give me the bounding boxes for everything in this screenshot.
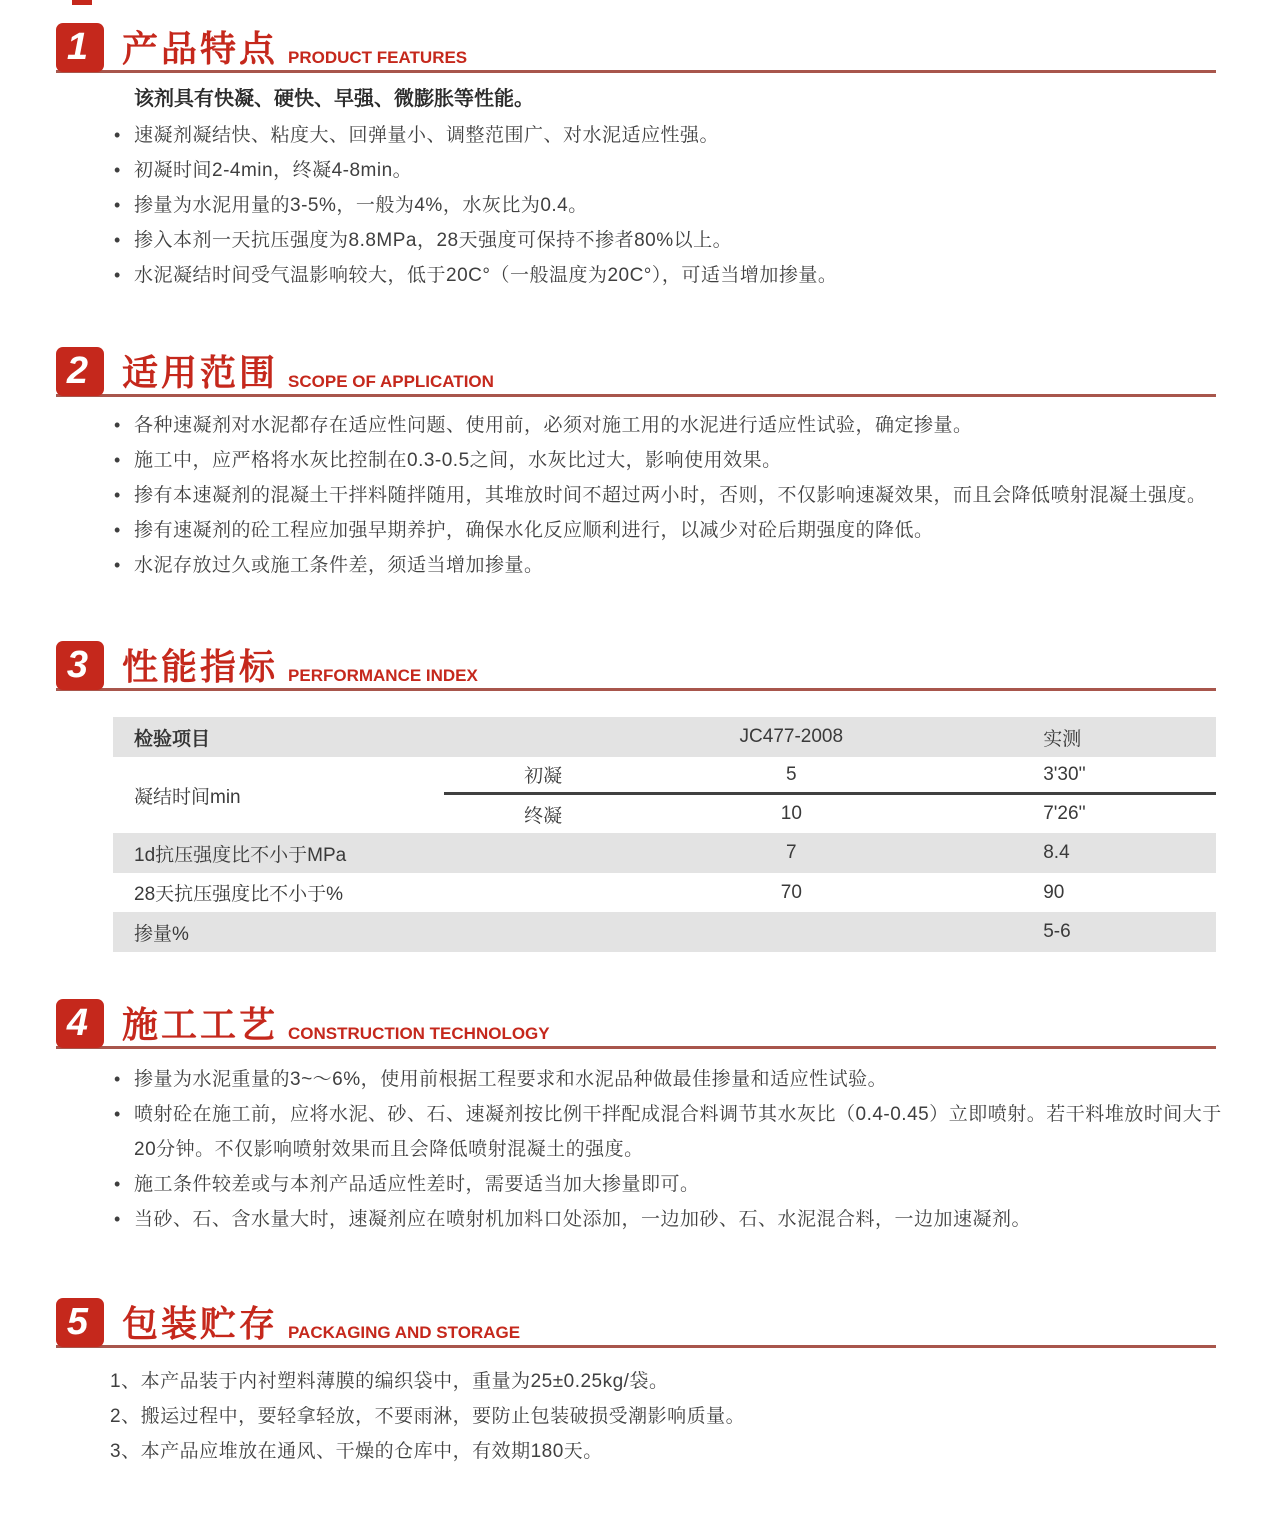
table-cell-standard <box>642 912 940 952</box>
section-title-en: CONSTRUCTION TECHNOLOGY <box>288 1024 550 1043</box>
bullet-item: • 掺入本剂一天抗压强度为8.8MPa，28天强度可保持不掺者80%以上。 <box>112 223 1224 258</box>
table-cell-measured: 5-6 <box>940 912 1216 952</box>
section-title-cn: 施工工艺 <box>122 1004 279 1045</box>
table-cell-sub: 终凝 <box>524 805 563 827</box>
table-cell-sub <box>444 873 643 912</box>
bullet-item: • 掺量为水泥用量的3-5%，一般为4%，水灰比为0.4。 <box>112 188 1224 223</box>
section-number-badge: 5 <box>56 1298 104 1347</box>
table-cell-standard: 70 <box>780 881 802 903</box>
table-header-cell: 实测 <box>940 717 1216 757</box>
table-cell-measured: 8.4 <box>940 833 1216 873</box>
section-title-cn: 产品特点 <box>122 28 279 69</box>
bullet-list <box>112 397 1224 583</box>
section-header <box>56 640 1216 691</box>
table-cell-standard: 7 <box>642 833 940 873</box>
section-intro: 该剂具有快凝、硬快、早强、微膨胀等性能。 <box>134 88 534 110</box>
table-cell-item: 掺量% <box>113 912 444 952</box>
bullet-item: • 水泥凝结时间受气温影响较大，低于20C°（一般温度为20C°），可适当增加掺量。 <box>112 258 1224 293</box>
table-cell-item: 1d抗压强度比不小于MPa <box>113 833 444 873</box>
numbered-list <box>110 1348 1280 1469</box>
page-top-red-mark <box>72 0 92 5</box>
bullet-item: • 速凝剂凝结快、粘度大、回弹量小、调整范围广、对水泥适应性强。 <box>112 118 1224 153</box>
section-title-cn: 适用范围 <box>122 352 279 393</box>
table-cell-measured: 90 <box>1043 881 1065 903</box>
section-body <box>112 85 1224 293</box>
section-header <box>56 1297 1216 1348</box>
section-body <box>112 1049 1224 1237</box>
bullet-list <box>112 118 1224 293</box>
bullet-item: • 初凝时间2-4min，终凝4-8min。 <box>112 153 1224 188</box>
table-cell-item: 凝结时间min <box>134 786 241 808</box>
bullet-item: • 施工中，应严格将水灰比控制在0.3-0.5之间，水灰比过大，影响使用效果。 <box>112 443 1224 478</box>
section-product-features <box>0 0 1280 293</box>
section-number-badge: 2 <box>56 347 104 396</box>
section-title-en: PERFORMANCE INDEX <box>288 666 478 685</box>
section-header <box>56 22 1216 73</box>
section-title-cn: 性能指标 <box>122 646 279 687</box>
table-cell-standard: 10 <box>780 803 802 824</box>
section-title-en: SCOPE OF APPLICATION <box>288 372 494 391</box>
section-construction-technology <box>0 998 1280 1237</box>
section-title-en: PRODUCT FEATURES <box>288 48 468 67</box>
table-header-cell: JC477-2008 <box>642 717 940 757</box>
table-cell-measured: 3'30'' <box>940 757 1216 795</box>
bullet-list <box>112 1049 1224 1237</box>
numbered-item: 2、搬运过程中，要轻拿轻放，不要雨淋，要防止包装破损受潮影响质量。 <box>110 1406 746 1427</box>
numbered-item: 1、本产品装于内衬塑料薄膜的编织袋中，重量为25±0.25kg/袋。 <box>110 1371 669 1392</box>
numbered-item: 3、本产品应堆放在通风、干燥的仓库中，有效期180天。 <box>110 1441 603 1462</box>
section-title-en: PACKAGING AND STORAGE <box>288 1323 521 1342</box>
table-cell-item: 28天抗压强度比不小于% <box>134 884 344 905</box>
section-body <box>112 397 1224 583</box>
table-cell-standard: 5 <box>642 757 940 795</box>
section-number-badge: 4 <box>56 999 104 1048</box>
bullet-item: • 掺量为水泥重量的3~～6%，使用前根据工程要求和水泥品种做最佳掺量和适应性试验。 <box>112 1062 1224 1097</box>
table-cell-sub <box>444 833 643 873</box>
section-header <box>56 346 1216 397</box>
section-title-cn: 包装贮存 <box>122 1303 279 1344</box>
table-cell-measured: 7'26'' <box>1043 803 1086 824</box>
bullet-item: • 各种速凝剂对水泥都存在适应性问题、使用前，必须对施工用的水泥进行适应性试验，确定掺量。 <box>112 408 1224 443</box>
section-packaging-and-storage <box>0 1297 1280 1469</box>
section-scope-of-application <box>0 346 1280 583</box>
table-cell-sub: 初凝 <box>444 757 643 795</box>
table-header-cell <box>444 717 643 757</box>
table-cell-sub <box>444 912 643 952</box>
section-number-badge: 1 <box>56 23 104 72</box>
section-header <box>56 998 1216 1049</box>
bullet-item: • 当砂、石、含水量大时，速凝剂应在喷射机加料口处添加，一边加砂、石、水泥混合料，一边加速凝剂。 <box>112 1202 1224 1237</box>
bullet-item: • 喷射砼在施工前，应将水泥、砂、石、速凝剂按比例干拌配成混合料调节其水灰比（0.4-0.45）立即喷射。若干料堆放时间大于20分钟。不仅影响喷射效果而且会降低喷射混凝土的强度。 <box>112 1097 1224 1167</box>
bullet-item: • 掺有本速凝剂的混凝土干拌料随拌随用，其堆放时间不超过两小时，否则，不仅影响速凝效果，而且会降低喷射混凝土强度。 <box>112 478 1224 513</box>
bullet-item: • 掺有速凝剂的砼工程应加强早期养护，确保水化反应顺利进行，以减少对砼后期强度的降低。 <box>112 513 1224 548</box>
performance-table <box>113 717 1216 952</box>
table-header-cell: 检验项目 <box>113 717 444 757</box>
bullet-item: • 施工条件较差或与本剂产品适应性差时，需要适当加大掺量即可。 <box>112 1167 1224 1202</box>
section-number-badge: 3 <box>56 641 104 690</box>
section-performance-index <box>0 640 1280 952</box>
bullet-item: • 水泥存放过久或施工条件差，须适当增加掺量。 <box>112 548 1224 583</box>
